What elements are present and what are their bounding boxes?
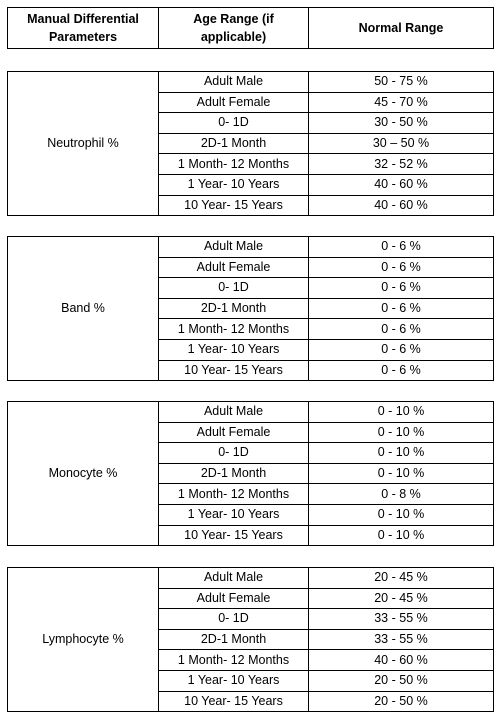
age-range-cell: 10 Year- 15 Years — [159, 691, 309, 712]
age-range-cell: 2D-1 Month — [159, 629, 309, 650]
age-range-cell: Adult Male — [159, 568, 309, 589]
age-range-cell: 10 Year- 15 Years — [159, 360, 309, 381]
normal-range-cell: 0 - 10 % — [309, 463, 494, 484]
normal-range-cell: 0 - 6 % — [309, 278, 494, 299]
age-range-cell: 1 Year- 10 Years — [159, 670, 309, 691]
band-table — [7, 236, 494, 381]
normal-range-cell: 0 - 6 % — [309, 237, 494, 258]
age-range-cell: 1 Month- 12 Months — [159, 650, 309, 671]
normal-range-cell: 0 - 6 % — [309, 257, 494, 278]
normal-range-cell: 0 - 10 % — [309, 402, 494, 423]
table-row — [8, 402, 494, 423]
age-range-cell: 0- 1D — [159, 609, 309, 630]
normal-range-cell: 33 - 55 % — [309, 629, 494, 650]
age-range-cell: 1 Month- 12 Months — [159, 154, 309, 175]
normal-range-cell: 30 - 50 % — [309, 113, 494, 134]
normal-range-cell: 32 - 52 % — [309, 154, 494, 175]
normal-range-cell: 0 - 6 % — [309, 339, 494, 360]
age-range-cell: 0- 1D — [159, 278, 309, 299]
normal-range-cell: 30 – 50 % — [309, 133, 494, 154]
age-range-cell: 1 Year- 10 Years — [159, 504, 309, 525]
parameter-name: Neutrophil % — [8, 72, 159, 216]
age-range-cell: Adult Female — [159, 588, 309, 609]
age-range-cell: Adult Female — [159, 92, 309, 113]
header-row — [8, 8, 494, 49]
normal-range-cell: 40 - 60 % — [309, 174, 494, 195]
header-age-range: Age Range (if applicable) — [159, 8, 309, 49]
age-range-cell: 1 Month- 12 Months — [159, 319, 309, 340]
age-range-cell: 1 Year- 10 Years — [159, 174, 309, 195]
age-range-cell: 2D-1 Month — [159, 298, 309, 319]
table-row — [8, 568, 494, 589]
monocyte-table — [7, 401, 494, 546]
normal-range-cell: 0 - 8 % — [309, 484, 494, 505]
age-range-cell: 1 Year- 10 Years — [159, 339, 309, 360]
normal-range-cell: 0 - 6 % — [309, 319, 494, 340]
age-range-cell: 0- 1D — [159, 113, 309, 134]
normal-range-cell: 0 - 6 % — [309, 298, 494, 319]
age-range-cell: Adult Male — [159, 402, 309, 423]
normal-range-cell: 45 - 70 % — [309, 92, 494, 113]
parameter-name: Lymphocyte % — [8, 568, 159, 712]
normal-range-cell: 0 - 10 % — [309, 504, 494, 525]
normal-range-cell: 33 - 55 % — [309, 609, 494, 630]
age-range-cell: 10 Year- 15 Years — [159, 525, 309, 546]
age-range-cell: Adult Female — [159, 257, 309, 278]
normal-range-cell: 50 - 75 % — [309, 72, 494, 93]
normal-range-cell: 20 - 50 % — [309, 670, 494, 691]
normal-range-cell: 40 - 60 % — [309, 195, 494, 216]
age-range-cell: 1 Month- 12 Months — [159, 484, 309, 505]
parameter-name: Monocyte % — [8, 402, 159, 546]
normal-range-cell: 20 - 50 % — [309, 691, 494, 712]
age-range-cell: 2D-1 Month — [159, 463, 309, 484]
parameter-name: Band % — [8, 237, 159, 381]
age-range-cell: 2D-1 Month — [159, 133, 309, 154]
table-row — [8, 237, 494, 258]
normal-range-cell: 40 - 60 % — [309, 650, 494, 671]
table-row — [8, 72, 494, 93]
normal-range-cell: 0 - 10 % — [309, 525, 494, 546]
normal-range-cell: 0 - 10 % — [309, 443, 494, 464]
header-normal-range: Normal Range — [309, 8, 494, 49]
age-range-cell: 0- 1D — [159, 443, 309, 464]
neutrophil-table — [7, 71, 494, 216]
age-range-cell: 10 Year- 15 Years — [159, 195, 309, 216]
header-parameters: Manual Differential Parameters — [8, 8, 159, 49]
normal-range-cell: 20 - 45 % — [309, 588, 494, 609]
normal-range-cell: 0 - 10 % — [309, 422, 494, 443]
normal-range-cell: 0 - 6 % — [309, 360, 494, 381]
age-range-cell: Adult Male — [159, 237, 309, 258]
age-range-cell: Adult Male — [159, 72, 309, 93]
age-range-cell: Adult Female — [159, 422, 309, 443]
lymphocyte-table — [7, 567, 494, 712]
header-table — [7, 7, 494, 49]
normal-range-cell: 20 - 45 % — [309, 568, 494, 589]
